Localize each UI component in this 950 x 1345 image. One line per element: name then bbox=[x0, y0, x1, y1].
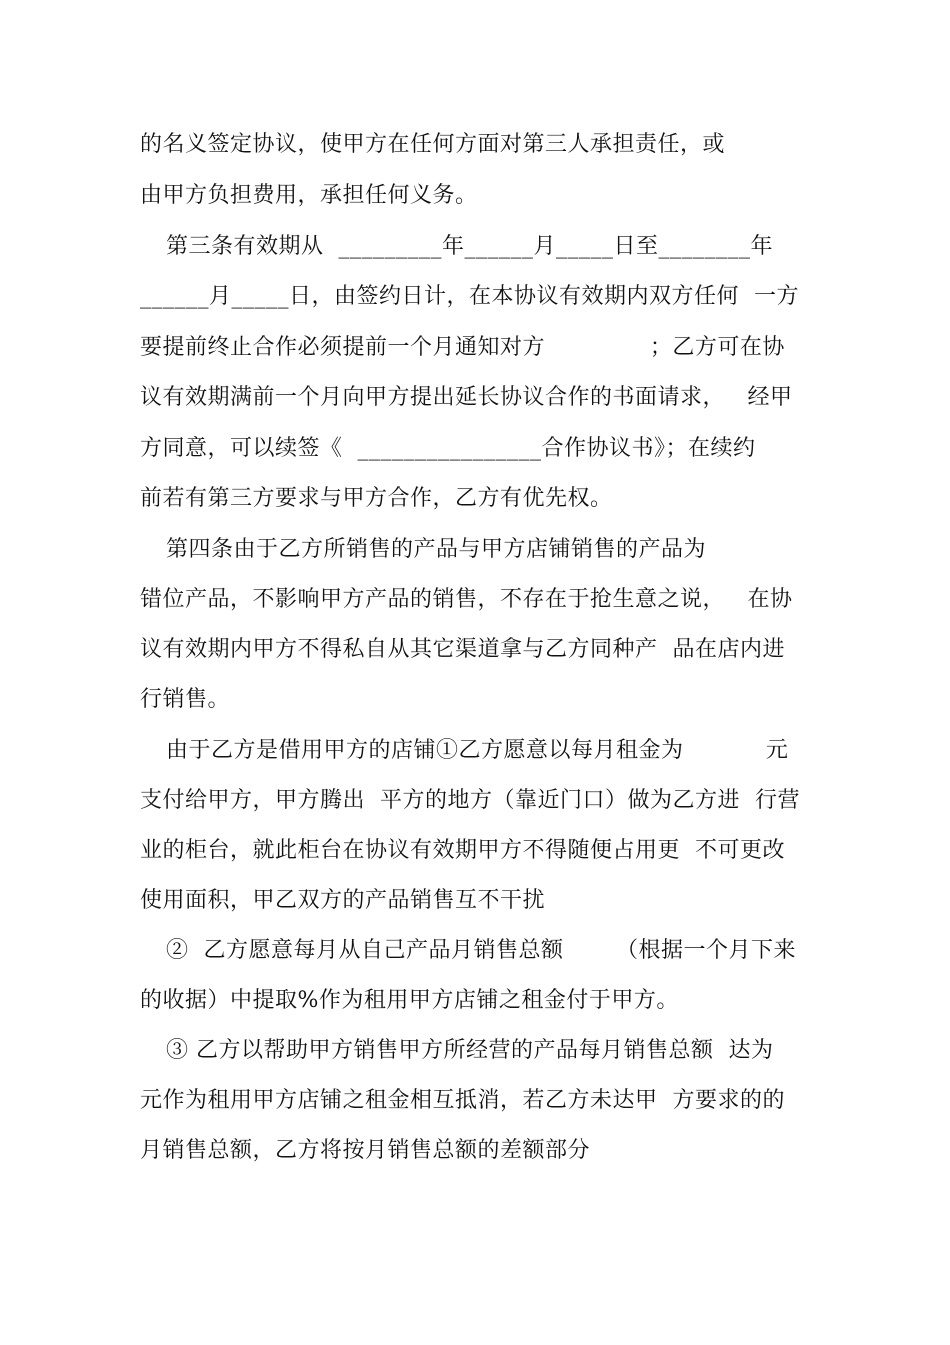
article-4-line-4: 行销售。 bbox=[140, 687, 231, 712]
rent-clause-line-3: 业的柜台，就此柜台在协议有效期甲方不得随便占用更 不可更改 bbox=[140, 838, 785, 863]
text-line-1: 的名义签定协议，使甲方在任何方面对第三人承担责任，或 bbox=[140, 132, 726, 157]
rent-clause-line-2: 支付给甲方，甲方腾出 平方的地方（靠近门口）做为乙方进 行营 bbox=[140, 788, 800, 813]
clause-3-line-2: 元作为租用甲方店铺之租金相互抵消，若乙方未达甲 方要求的的 bbox=[140, 1088, 785, 1113]
article-4-line-2: 错位产品，不影响甲方产品的销售，不存在于抢生意之说， 在协 bbox=[140, 587, 793, 612]
article-4-line-1: 第四条由于乙方所销售的产品与甲方店铺销售的产品为 bbox=[166, 537, 707, 562]
clause-3-line-3: 月销售总额，乙方将按月销售总额的差额部分 bbox=[140, 1138, 591, 1163]
article-3-line-2: ______月_____日，由签约日计，在本协议有效期内双方任何 一方 bbox=[140, 284, 799, 309]
rent-clause-line-4: 使用面积，甲乙双方的产品销售互不干扰 bbox=[140, 888, 546, 913]
article-3-line-6: 前若有第三方要求与甲方合作，乙方有优先权。 bbox=[140, 486, 613, 511]
article-3-line-3: 要提前终止合作必须提前一个月通知对方 ；乙方可在协 bbox=[140, 335, 785, 360]
clause-2-line-2: 的收据）中提取%作为租用甲方店铺之租金付于甲方。 bbox=[140, 988, 679, 1013]
clause-2-line-1: ② 乙方愿意每月从自己产品月销售总额 （根据一个月下来 bbox=[166, 938, 796, 963]
article-3-line-4: 议有效期满前一个月向甲方提出延长协议合作的书面请求， 经甲 bbox=[140, 385, 793, 410]
article-4-line-3: 议有效期内甲方不得私自从其它渠道拿与乙方同种产 品在店内进 bbox=[140, 637, 785, 662]
clause-3-line-1: ③ 乙方以帮助甲方销售甲方所经营的产品每月销售总额 达为 bbox=[166, 1038, 774, 1063]
article-3-line-5: 方同意，可以续签《 ________________合作协议书》；在续约 bbox=[140, 436, 756, 461]
rent-clause-line-1: 由于乙方是借用甲方的店铺①乙方愿意以每月租金为 元 bbox=[166, 738, 789, 763]
article-3-line-1: 第三条有效期从 _________年______月_____日至________年 bbox=[166, 234, 773, 259]
text-line-2: 由甲方负担费用，承担任何义务。 bbox=[140, 183, 478, 208]
